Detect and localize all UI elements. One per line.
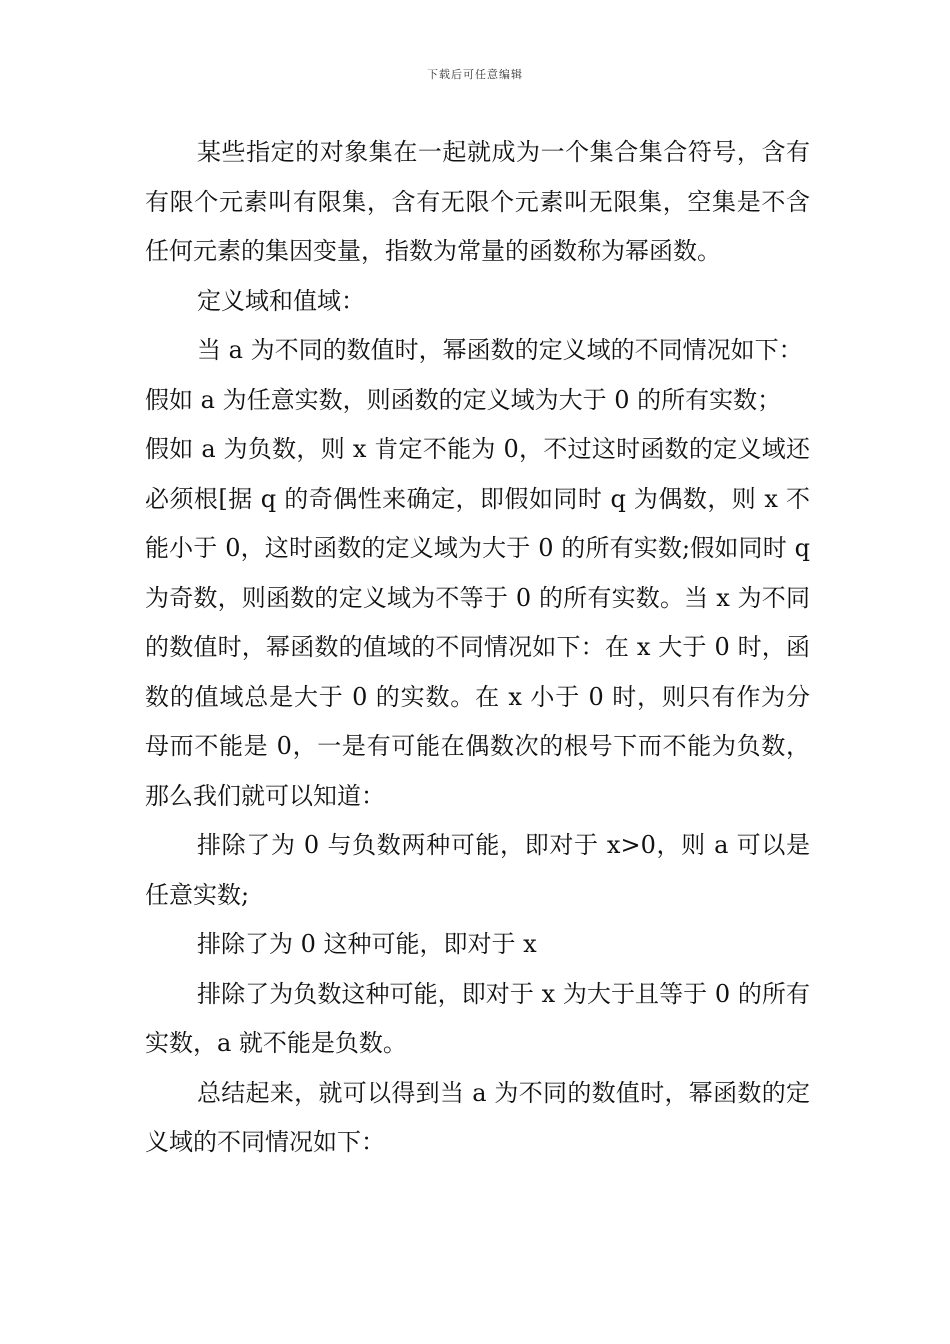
paragraph-summary: 总结起来，就可以得到当 a 为不同的数值时，幂函数的定义域的不同情况如下： [145, 1078, 810, 1156]
paragraph-exclude-zero-negative: 排除了为 0 与负数两种可能，即对于 x>0，则 a 可以是任意实数; [145, 831, 810, 909]
paragraph-any-real: 假如 a 为任意实数，则函数的定义域为大于 0 的所有实数； [145, 385, 782, 414]
paragraph-domain-intro: 当 a 为不同的数值时，幂函数的定义域的不同情况如下： [197, 336, 803, 364]
paragraph-negative-case: 假如 a 为负数，则 x 肯定不能为 0，不过这时函数的定义域还必须根[据 q 的奇偶性来确定，即假如同时 q 为偶数，则 x 不能小于 0，这时函数的定义域为大于 0 的所有实数;假如同时 q 为奇数，则函数的定义域为不等于 0 的所有实数。当 x 为不同的数值时，幂函数的值域的不同情况如下：在 x 大于 0 时，函数的值域总是大于 0 的实数。在 x 小于 0 时，则只有作为分母而不能是 0，一是有可能在偶数次的根号下而不能为负数，那么我们就可以知道： [145, 435, 810, 810]
paragraph-exclude-negative: 排除了为负数这种可能，即对于 x 为大于且等于 0 的所有实数，a 就不能是负数。 [145, 979, 810, 1057]
page-header: 下载后可任意编辑 [427, 68, 523, 81]
paragraph-exclude-zero: 排除了为 0 这种可能，即对于 x [197, 930, 537, 958]
document-body [145, 128, 810, 1168]
paragraph-domain-range-heading: 定义域和值域： [197, 286, 365, 315]
paragraph-set-definition: 某些指定的对象集在一起就成为一个集合集合符号，含有有限个元素叫有限集，含有无限个元素叫无限集，空集是不含任何元素的集因变量，指数为常量的函数称为幂函数。 [145, 138, 810, 265]
